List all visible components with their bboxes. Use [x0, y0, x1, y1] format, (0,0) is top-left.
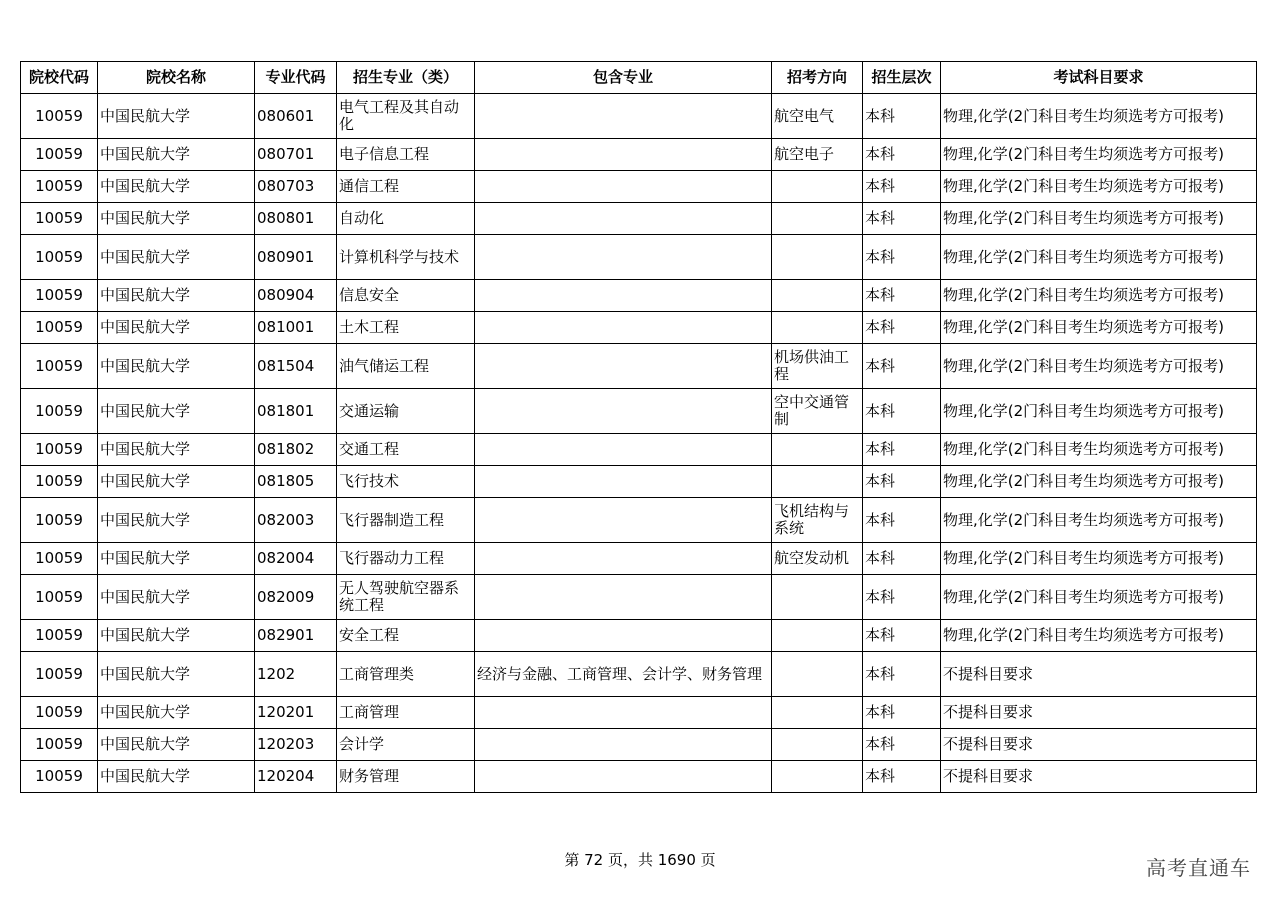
cell-school-code: 10059 — [21, 171, 98, 203]
cell-school-code: 10059 — [21, 434, 98, 466]
cell-major-code: 080901 — [255, 235, 337, 280]
cell-included-majors — [475, 434, 772, 466]
table-row — [21, 344, 1257, 389]
cell-direction — [772, 620, 863, 652]
cell-level: 本科 — [863, 620, 941, 652]
cell-level: 本科 — [863, 543, 941, 575]
cell-major-code: 120203 — [255, 729, 337, 761]
cell-major-name: 交通工程 — [337, 434, 475, 466]
cell-school-code: 10059 — [21, 280, 98, 312]
cell-major-code: 120201 — [255, 697, 337, 729]
cell-level: 本科 — [863, 344, 941, 389]
cell-school-code: 10059 — [21, 466, 98, 498]
cell-major-name: 飞行器动力工程 — [337, 543, 475, 575]
table-row — [21, 389, 1257, 434]
cell-major-name: 计算机科学与技术 — [337, 235, 475, 280]
cell-school-name: 中国民航大学 — [98, 575, 255, 620]
cell-major-name: 工商管理类 — [337, 652, 475, 697]
table-row — [21, 466, 1257, 498]
cell-school-name: 中国民航大学 — [98, 94, 255, 139]
cell-included-majors — [475, 203, 772, 235]
table-row — [21, 312, 1257, 344]
cell-direction — [772, 280, 863, 312]
cell-major-name: 会计学 — [337, 729, 475, 761]
cell-included-majors — [475, 389, 772, 434]
cell-level: 本科 — [863, 729, 941, 761]
cell-major-name: 飞行技术 — [337, 466, 475, 498]
cell-level: 本科 — [863, 235, 941, 280]
cell-direction: 航空电气 — [772, 94, 863, 139]
cell-major-name: 电子信息工程 — [337, 139, 475, 171]
table-body — [21, 94, 1257, 793]
cell-direction: 空中交通管制 — [772, 389, 863, 434]
cell-level: 本科 — [863, 761, 941, 793]
cell-level: 本科 — [863, 203, 941, 235]
cell-included-majors — [475, 729, 772, 761]
table-row — [21, 94, 1257, 139]
cell-level: 本科 — [863, 280, 941, 312]
cell-direction: 机场供油工程 — [772, 344, 863, 389]
cell-major-code: 080601 — [255, 94, 337, 139]
cell-subject-requirement: 物理,化学(2门科目考生均须选考方可报考) — [941, 466, 1257, 498]
cell-direction — [772, 312, 863, 344]
table-row — [21, 235, 1257, 280]
cell-major-code: 120204 — [255, 761, 337, 793]
cell-major-name: 信息安全 — [337, 280, 475, 312]
cell-subject-requirement: 物理,化学(2门科目考生均须选考方可报考) — [941, 434, 1257, 466]
cell-school-name: 中国民航大学 — [98, 344, 255, 389]
cell-school-code: 10059 — [21, 203, 98, 235]
cell-level: 本科 — [863, 652, 941, 697]
cell-major-code: 081802 — [255, 434, 337, 466]
cell-direction: 航空发动机 — [772, 543, 863, 575]
cell-school-code: 10059 — [21, 498, 98, 543]
cell-school-code: 10059 — [21, 697, 98, 729]
cell-major-code: 082009 — [255, 575, 337, 620]
header-included-majors: 包含专业 — [475, 62, 772, 94]
cell-major-name: 自动化 — [337, 203, 475, 235]
cell-major-name: 油气储运工程 — [337, 344, 475, 389]
header-subject-requirement: 考试科目要求 — [941, 62, 1257, 94]
table-header-row — [21, 62, 1257, 94]
cell-level: 本科 — [863, 139, 941, 171]
cell-level: 本科 — [863, 171, 941, 203]
cell-school-name: 中国民航大学 — [98, 620, 255, 652]
cell-included-majors — [475, 543, 772, 575]
table-row — [21, 697, 1257, 729]
header-major-code: 专业代码 — [255, 62, 337, 94]
cell-school-name: 中国民航大学 — [98, 203, 255, 235]
cell-school-name: 中国民航大学 — [98, 729, 255, 761]
cell-direction — [772, 652, 863, 697]
header-direction: 招考方向 — [772, 62, 863, 94]
cell-major-code: 080703 — [255, 171, 337, 203]
cell-subject-requirement: 物理,化学(2门科目考生均须选考方可报考) — [941, 575, 1257, 620]
cell-school-code: 10059 — [21, 543, 98, 575]
cell-subject-requirement: 不提科目要求 — [941, 761, 1257, 793]
cell-included-majors — [475, 171, 772, 203]
cell-school-code: 10059 — [21, 344, 98, 389]
cell-major-code: 080701 — [255, 139, 337, 171]
cell-subject-requirement: 物理,化学(2门科目考生均须选考方可报考) — [941, 94, 1257, 139]
cell-school-code: 10059 — [21, 620, 98, 652]
header-level: 招生层次 — [863, 62, 941, 94]
admissions-table — [20, 61, 1257, 793]
table-row — [21, 434, 1257, 466]
cell-level: 本科 — [863, 434, 941, 466]
cell-subject-requirement: 不提科目要求 — [941, 652, 1257, 697]
cell-school-name: 中国民航大学 — [98, 312, 255, 344]
cell-major-name: 交通运输 — [337, 389, 475, 434]
cell-included-majors — [475, 575, 772, 620]
cell-subject-requirement: 物理,化学(2门科目考生均须选考方可报考) — [941, 543, 1257, 575]
cell-school-name: 中国民航大学 — [98, 543, 255, 575]
cell-included-majors: 经济与金融、工商管理、会计学、财务管理 — [475, 652, 772, 697]
cell-school-name: 中国民航大学 — [98, 498, 255, 543]
table-row — [21, 575, 1257, 620]
table-row — [21, 203, 1257, 235]
cell-included-majors — [475, 697, 772, 729]
cell-school-name: 中国民航大学 — [98, 139, 255, 171]
cell-level: 本科 — [863, 94, 941, 139]
cell-included-majors — [475, 761, 772, 793]
cell-school-code: 10059 — [21, 312, 98, 344]
cell-major-code: 081805 — [255, 466, 337, 498]
cell-school-code: 10059 — [21, 139, 98, 171]
cell-major-code: 080801 — [255, 203, 337, 235]
cell-level: 本科 — [863, 466, 941, 498]
cell-subject-requirement: 物理,化学(2门科目考生均须选考方可报考) — [941, 280, 1257, 312]
cell-major-name: 工商管理 — [337, 697, 475, 729]
cell-included-majors — [475, 498, 772, 543]
watermark: 高考直通车 — [1146, 856, 1251, 880]
cell-major-code: 080904 — [255, 280, 337, 312]
cell-level: 本科 — [863, 697, 941, 729]
cell-subject-requirement: 不提科目要求 — [941, 697, 1257, 729]
cell-included-majors — [475, 280, 772, 312]
table-row — [21, 729, 1257, 761]
cell-major-name: 飞行器制造工程 — [337, 498, 475, 543]
cell-subject-requirement: 物理,化学(2门科目考生均须选考方可报考) — [941, 344, 1257, 389]
table-row — [21, 171, 1257, 203]
cell-school-code: 10059 — [21, 729, 98, 761]
cell-direction — [772, 729, 863, 761]
cell-school-name: 中国民航大学 — [98, 466, 255, 498]
cell-level: 本科 — [863, 389, 941, 434]
cell-included-majors — [475, 235, 772, 280]
cell-major-code: 1202 — [255, 652, 337, 697]
cell-major-code: 081801 — [255, 389, 337, 434]
cell-school-code: 10059 — [21, 761, 98, 793]
table-row — [21, 543, 1257, 575]
cell-subject-requirement: 物理,化学(2门科目考生均须选考方可报考) — [941, 171, 1257, 203]
cell-subject-requirement: 不提科目要求 — [941, 729, 1257, 761]
cell-school-name: 中国民航大学 — [98, 280, 255, 312]
cell-school-code: 10059 — [21, 652, 98, 697]
cell-school-code: 10059 — [21, 575, 98, 620]
cell-direction — [772, 235, 863, 280]
cell-school-name: 中国民航大学 — [98, 389, 255, 434]
cell-subject-requirement: 物理,化学(2门科目考生均须选考方可报考) — [941, 203, 1257, 235]
cell-level: 本科 — [863, 575, 941, 620]
cell-major-name: 电气工程及其自动化 — [337, 94, 475, 139]
table-row — [21, 139, 1257, 171]
cell-included-majors — [475, 466, 772, 498]
cell-school-code: 10059 — [21, 389, 98, 434]
header-school-code: 院校代码 — [21, 62, 98, 94]
cell-school-name: 中国民航大学 — [98, 652, 255, 697]
cell-direction — [772, 171, 863, 203]
cell-school-name: 中国民航大学 — [98, 171, 255, 203]
header-major-name: 招生专业（类） — [337, 62, 475, 94]
cell-school-code: 10059 — [21, 235, 98, 280]
cell-included-majors — [475, 312, 772, 344]
cell-major-name: 无人驾驶航空器系统工程 — [337, 575, 475, 620]
cell-direction — [772, 434, 863, 466]
cell-major-code: 082003 — [255, 498, 337, 543]
cell-subject-requirement: 物理,化学(2门科目考生均须选考方可报考) — [941, 389, 1257, 434]
cell-subject-requirement: 物理,化学(2门科目考生均须选考方可报考) — [941, 312, 1257, 344]
cell-school-name: 中国民航大学 — [98, 697, 255, 729]
cell-direction — [772, 466, 863, 498]
cell-school-name: 中国民航大学 — [98, 761, 255, 793]
cell-direction: 航空电子 — [772, 139, 863, 171]
cell-direction — [772, 203, 863, 235]
cell-major-name: 财务管理 — [337, 761, 475, 793]
cell-level: 本科 — [863, 498, 941, 543]
table-row — [21, 652, 1257, 697]
cell-major-name: 安全工程 — [337, 620, 475, 652]
table-row — [21, 498, 1257, 543]
cell-subject-requirement: 物理,化学(2门科目考生均须选考方可报考) — [941, 498, 1257, 543]
cell-included-majors — [475, 139, 772, 171]
cell-subject-requirement: 物理,化学(2门科目考生均须选考方可报考) — [941, 235, 1257, 280]
cell-subject-requirement: 物理,化学(2门科目考生均须选考方可报考) — [941, 139, 1257, 171]
cell-included-majors — [475, 344, 772, 389]
cell-major-code: 082004 — [255, 543, 337, 575]
table-row — [21, 620, 1257, 652]
cell-direction — [772, 697, 863, 729]
cell-direction: 飞机结构与系统 — [772, 498, 863, 543]
header-school-name: 院校名称 — [98, 62, 255, 94]
cell-major-code: 081504 — [255, 344, 337, 389]
cell-school-name: 中国民航大学 — [98, 235, 255, 280]
cell-included-majors — [475, 620, 772, 652]
cell-school-name: 中国民航大学 — [98, 434, 255, 466]
table-row — [21, 761, 1257, 793]
cell-subject-requirement: 物理,化学(2门科目考生均须选考方可报考) — [941, 620, 1257, 652]
cell-major-name: 土木工程 — [337, 312, 475, 344]
cell-school-code: 10059 — [21, 94, 98, 139]
page-indicator: 第 72 页，共 1690 页 — [564, 851, 716, 869]
cell-major-name: 通信工程 — [337, 171, 475, 203]
cell-major-code: 082901 — [255, 620, 337, 652]
cell-direction — [772, 575, 863, 620]
cell-included-majors — [475, 94, 772, 139]
cell-major-code: 081001 — [255, 312, 337, 344]
cell-level: 本科 — [863, 312, 941, 344]
cell-direction — [772, 761, 863, 793]
table-row — [21, 280, 1257, 312]
